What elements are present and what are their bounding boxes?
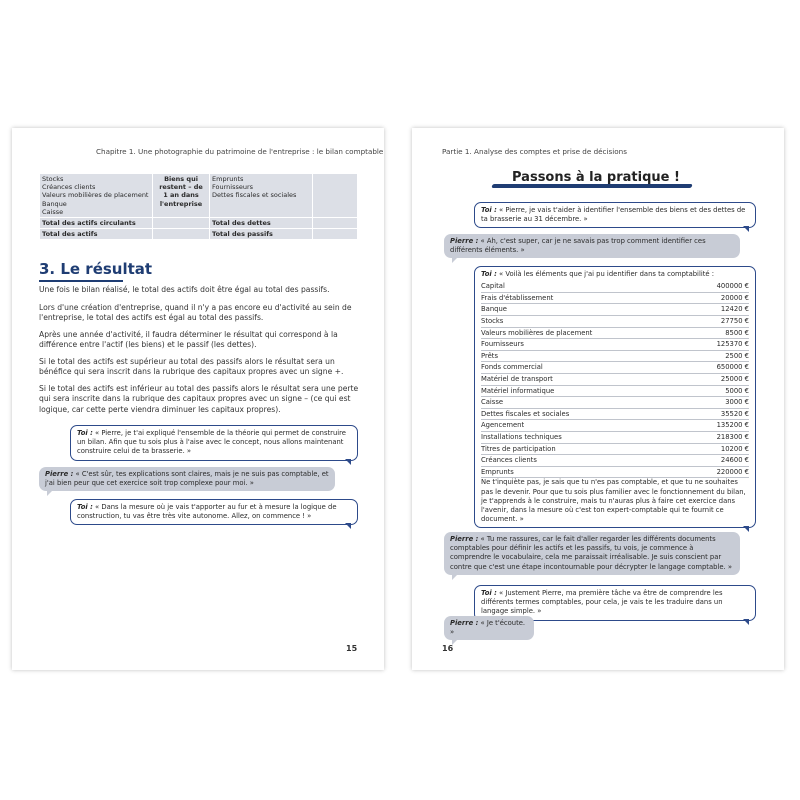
item-name: Fournisseurs xyxy=(481,339,689,351)
item-name: Caisse xyxy=(481,397,689,409)
bubble-tail xyxy=(743,226,749,232)
paragraph: Si le total des actifs est inférieur au total des passifs alors le résultat sera une perte qui sera inscrite dans la rubrique des capitaux propres avec un signe – (ce qui est logique, car cette perte viendra diminuer les capitaux propres). xyxy=(39,384,359,414)
speech-bubble-pierre xyxy=(39,467,335,491)
page-title: Passons à la pratique ! xyxy=(512,170,680,185)
item-value: 135200 € xyxy=(689,420,749,432)
bubble-text: « Tu me rassures, car le fait d'aller regarder les différents documents comptables pour définir les actifs et les passifs, tu vois, je commence à comprendre le vocabulaire, cela me paraissait irréalisable. Je suis conscient par contre que c'est une étape incontournable pour décrypter le langage comptable. » xyxy=(450,535,732,571)
running-head: Partie 1. Analyse des comptes et prise de décisions xyxy=(442,147,627,156)
item-value: 650000 € xyxy=(689,362,749,374)
item-name: Installations techniques xyxy=(481,432,689,444)
table-cell: 1 an dans xyxy=(163,191,199,200)
right-page xyxy=(412,128,784,670)
items-list xyxy=(481,281,749,478)
page-number: 15 xyxy=(346,644,358,653)
bubble-tail xyxy=(452,574,458,580)
bubble-text: « Pierre, je vais t'aider à identifier l'ensemble des biens et des dettes de ta brasserie au 31 décembre. » xyxy=(481,206,746,224)
bubble-tail xyxy=(452,257,458,263)
bubble-text: « C'est sûr, tes explications sont claires, mais je ne suis pas comptable, et j'ai bien peur que cet exercice soit trop complexe pour moi. » xyxy=(45,470,329,488)
bubble-tail xyxy=(47,490,53,496)
passifs-list-cell xyxy=(210,174,313,218)
item-name: Frais d'établissement xyxy=(481,293,689,305)
table-cell: l'entreprise xyxy=(159,199,203,208)
paragraph: Si le total des actifs est supérieur au total des passifs alors le résultat sera un bénéfice qui sera inscrit dans la rubrique des capitaux propres avec un signe +. xyxy=(39,357,344,377)
item-value: 35520 € xyxy=(689,409,749,421)
item-name: Matériel de transport xyxy=(481,374,689,386)
item-name: Capital xyxy=(481,281,689,293)
empty-cell xyxy=(313,229,358,240)
item-name: Prêts xyxy=(481,351,689,363)
speaker-label: Toi : xyxy=(77,503,93,511)
speaker-label: Pierre : xyxy=(45,470,74,478)
bubble-tail xyxy=(743,619,749,625)
bubble-text: « Je t'écoute. » xyxy=(450,619,526,637)
item-value: 8500 € xyxy=(689,328,749,340)
paragraph: Après une année d'activité, il faudra déterminer le résultat qui correspond à la différence entre l'actif (les biens) et le passif (les dettes). xyxy=(39,330,338,350)
section-heading: 3. Le résultat xyxy=(39,260,153,278)
bubble-text: « Justement Pierre, ma première tâche va être de comprendre les différents termes comptables, pour cela, je vais te les traduire dans un langage simple. » xyxy=(481,589,723,616)
bubble-tail xyxy=(743,526,749,532)
speech-bubble-toi xyxy=(70,425,358,461)
speaker-label: Pierre : xyxy=(450,535,479,543)
bubble-text: Ne t'inquiète pas, je sais que tu n'es pas comptable, et que tu ne souhaites pas le devenir. Pour que tu sois plus familier avec le fonctionnement du bilan, je t'apprends à le construire, mais tu n'auras plus à faire cet exercice dans l'avenir, dans la mesure où c'est ton expert-comptable qui te fournit ce document. » xyxy=(481,478,746,524)
item-name: Banque xyxy=(481,304,689,316)
speech-bubble-toi xyxy=(70,499,358,525)
speech-bubble-toi xyxy=(474,202,756,228)
item-value: 10200 € xyxy=(689,444,749,456)
item-name: Stocks xyxy=(481,316,689,328)
table-cell: restent – de xyxy=(159,183,203,192)
empty-cell xyxy=(153,218,210,229)
item-value: 24600 € xyxy=(689,455,749,467)
table-cell: Créances clients xyxy=(42,183,96,192)
bubble-tail xyxy=(345,523,351,529)
item-name: Emprunts xyxy=(481,467,689,479)
item-name: Dettes fiscales et sociales xyxy=(481,409,689,421)
paragraph: Lors d'une création d'entreprise, quand il n'y a pas encore eu d'activité au sein de l'entreprise, le total des actifs est égal au total des passifs. xyxy=(39,303,352,323)
speech-bubble-pierre xyxy=(444,532,740,575)
item-name: Créances clients xyxy=(481,455,689,467)
table-cell: Fournisseurs xyxy=(212,183,254,192)
table-cell: Stocks xyxy=(42,175,64,183)
empty-cell xyxy=(153,229,210,240)
item-value: 3000 € xyxy=(689,397,749,409)
table-cell: Emprunts xyxy=(212,175,244,183)
item-value: 220000 € xyxy=(689,467,749,479)
item-value: 125370 € xyxy=(689,339,749,351)
bubble-text: « Voilà les éléments que j'ai pu identifier dans ta comptabilité : xyxy=(499,270,715,278)
running-head: Chapitre 1. Une photographie du patrimoine de l'entreprise : le bilan comptable xyxy=(96,147,384,156)
item-name: Fonds commercial xyxy=(481,362,689,374)
speech-bubble-pierre xyxy=(444,616,534,640)
table-cell: Total des actifs circulants xyxy=(40,218,153,229)
table-cell: Total des dettes xyxy=(210,218,313,229)
item-value: 2500 € xyxy=(689,351,749,363)
item-value: 12420 € xyxy=(689,304,749,316)
table-cell: Caisse xyxy=(42,207,64,216)
item-value: 25000 € xyxy=(689,374,749,386)
item-value: 5000 € xyxy=(689,386,749,398)
speaker-label: Toi : xyxy=(481,270,497,278)
speech-bubble-pierre xyxy=(444,234,740,258)
page-number: 16 xyxy=(442,644,454,653)
speaker-label: Toi : xyxy=(77,429,93,437)
balance-table xyxy=(39,173,358,240)
item-value: 20000 € xyxy=(689,293,749,305)
bubble-text: « Ah, c'est super, car je ne savais pas trop comment identifier ces différents éléments. » xyxy=(450,237,706,255)
speaker-label: Pierre : xyxy=(450,237,479,245)
table-cell: Dettes fiscales et sociales xyxy=(212,191,297,200)
speaker-label: Toi : xyxy=(481,206,497,214)
bubble-text: « Dans la mesure où je vais t'apporter au fur et à mesure la logique de construction, tu vas être très vite autonome. Allez, on commence ! » xyxy=(77,503,337,521)
table-cell: Banque xyxy=(42,199,67,208)
item-value: 400000 € xyxy=(689,281,749,293)
bubble-text: « Pierre, je t'ai expliqué l'ensemble de la théorie qui permet de construire un bilan. Afin que tu sois plus à l'aise avec le concept, nous allons maintenant construire celui de ta brasserie. » xyxy=(77,429,346,456)
speaker-label: Toi : xyxy=(481,589,497,597)
item-name: Agencement xyxy=(481,420,689,432)
table-cell: Total des passifs xyxy=(210,229,313,240)
item-name: Valeurs mobilières de placement xyxy=(481,328,689,340)
empty-cell xyxy=(313,218,358,229)
heading-underline xyxy=(39,280,123,282)
table-cell: Valeurs mobilières de placement xyxy=(42,191,149,200)
middle-label-cell xyxy=(153,174,210,218)
empty-cell xyxy=(313,174,358,218)
item-value: 218300 € xyxy=(689,432,749,444)
table-cell: Biens qui xyxy=(164,175,198,183)
speech-bubble-toi-items xyxy=(474,266,756,528)
bubble-tail xyxy=(345,459,351,465)
left-page xyxy=(12,128,384,670)
paragraph: Une fois le bilan réalisé, le total des actifs doit être égal au total des passifs. xyxy=(39,285,330,294)
item-name: Matériel informatique xyxy=(481,386,689,398)
actifs-list-cell xyxy=(40,174,153,218)
item-value: 27750 € xyxy=(689,316,749,328)
item-name: Titres de participation xyxy=(481,444,689,456)
table-cell: Total des actifs xyxy=(40,229,153,240)
speaker-label: Pierre : xyxy=(450,619,479,627)
